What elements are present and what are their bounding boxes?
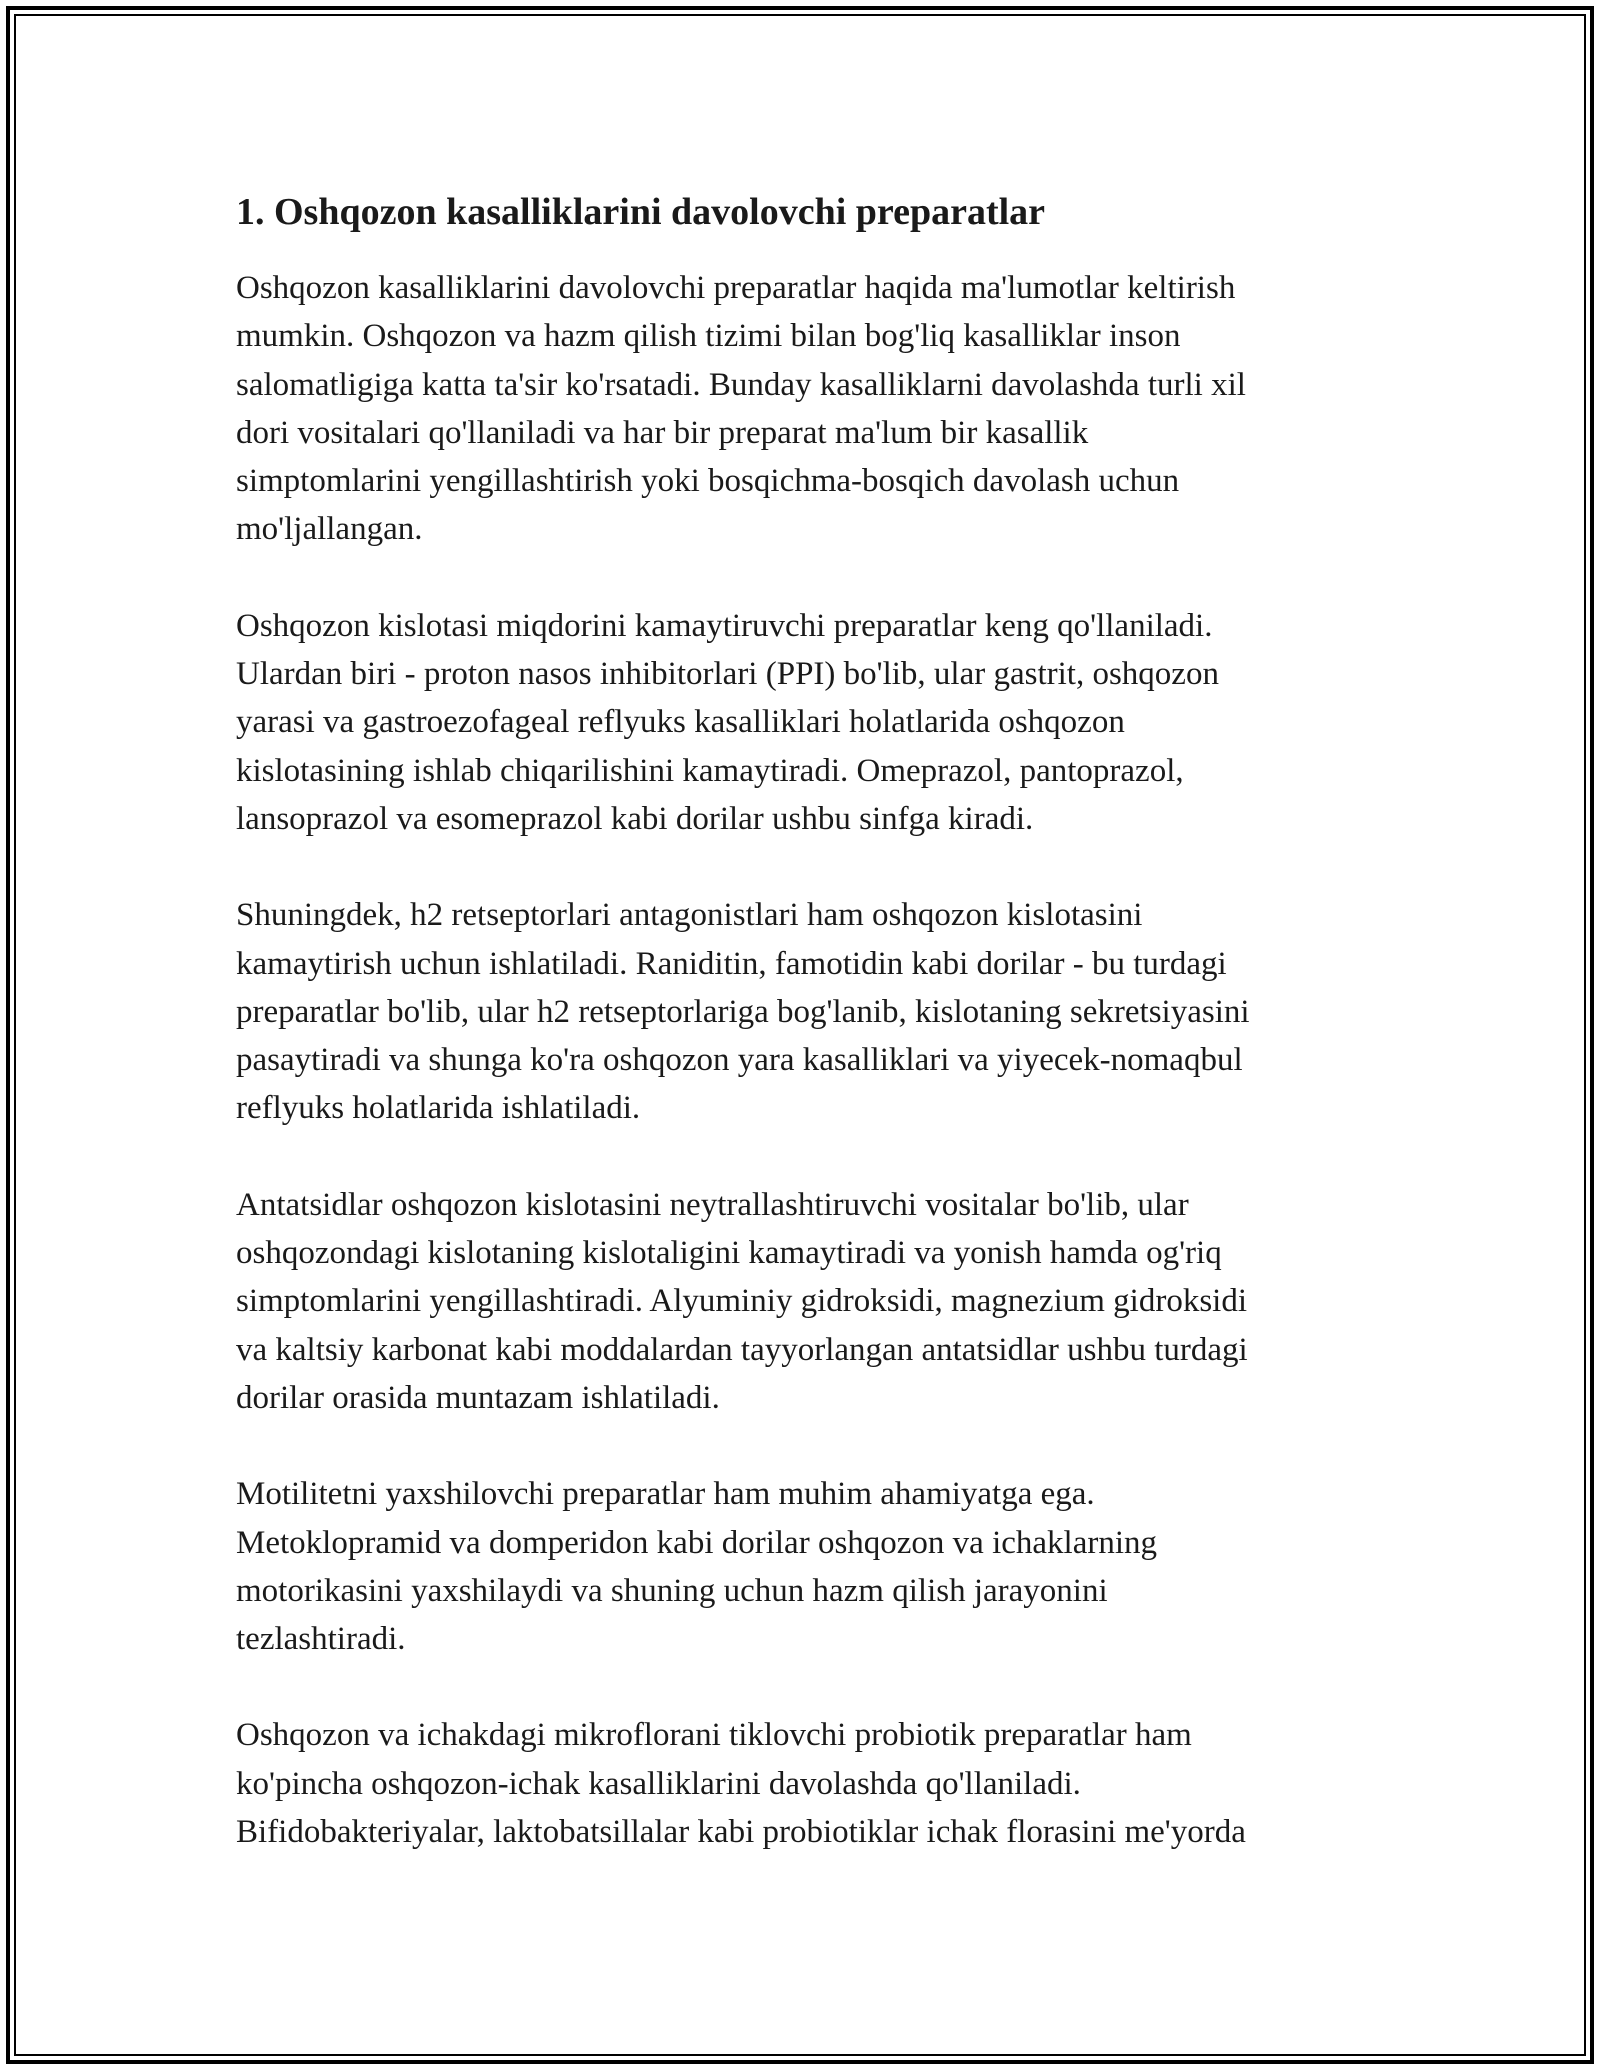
- paragraph-ppi: Oshqozon kislotasi miqdorini kamaytiruvchi preparatlar keng qo'llaniladi. Ulardan biri - proton nasos inhibitorlari (PPI) bo'lib, ular gastrit, oshqozon yarasi va gastroezofageal reflyuks kasalliklari holatlarida oshqozon kislotasining ishlab chiqarilishini kamaytiradi. Omeprazol, pantoprazol, lansoprazol va esomeprazol kabi dorilar ushbu sinfga kiradi.: [236, 607, 1219, 837]
- paragraph-intro: Oshqozon kasalliklarini davolovchi preparatlar haqida ma'lumotlar keltirish mumkin. Oshqozon va hazm qilish tizimi bilan bog'liq kasalliklar inson salomatligiga katta ta'sir ko'rsatadi. Bunday kasalliklarni davolashda turli xil dori vositalari qo'llaniladi va har bir preparat ma'lum bir kasallik simptomlarini yengillashtirish yoki bosqichma-bosqich davolash uchun mo'ljallangan.: [236, 270, 1246, 548]
- page-title: 1. Oshqozon kasalliklarini davolovchi preparatlar: [236, 191, 1046, 233]
- paragraph-probiotics: Oshqozon va ichakdagi mikroflorani tiklovchi probiotik preparatlar ham ko'pincha oshqozon-ichak kasalliklarini davolashda qo'llaniladi. Bifidobakteriyalar, laktobatsillalar kabi probiotiklar ichak florasini me'yorda: [236, 1717, 1246, 1851]
- paragraph-prokinetics: Motilitetni yaxshilovchi preparatlar ham muhim ahamiyatga ega. Metoklopramid va domperidon kabi dorilar oshqozon va ichaklarning motorikasini yaxshilaydi va shuning uchun hazm qilish jarayonini tezlashtiradi.: [236, 1476, 1158, 1658]
- paragraph-antacids: Antatsidlar oshqozon kislotasini neytrallashtiruvchi vositalar bo'lib, ular oshqozondagi kislotaning kislotaligini kamaytiradi va yonish hamda og'riq simptomlarini yengillashtiradi. Alyuminiy gidroksidi, magnezium gidroksidi va kaltsiy karbonat kabi moddalardan tayyorlangan antatsidlar ushbu turdagi dorilar orasida muntazam ishlatiladi.: [236, 1186, 1248, 1416]
- paragraph-h2-blockers: Shuningdek, h2 retseptorlari antagonistlari ham oshqozon kislotasini kamaytirish uchun ishlatiladi. Raniditin, famotidin kabi dorilar - bu turdagi preparatlar bo'lib, ular h2 retseptorlariga bog'lanib, kislotaning sekretsiyasini pasaytiradi va shunga ko'ra oshqozon yara kasalliklari va yiyecek-nomaqbul reflyuks holatlarida ishlatiladi.: [236, 897, 1250, 1127]
- document-page: [236, 186, 1366, 1856]
